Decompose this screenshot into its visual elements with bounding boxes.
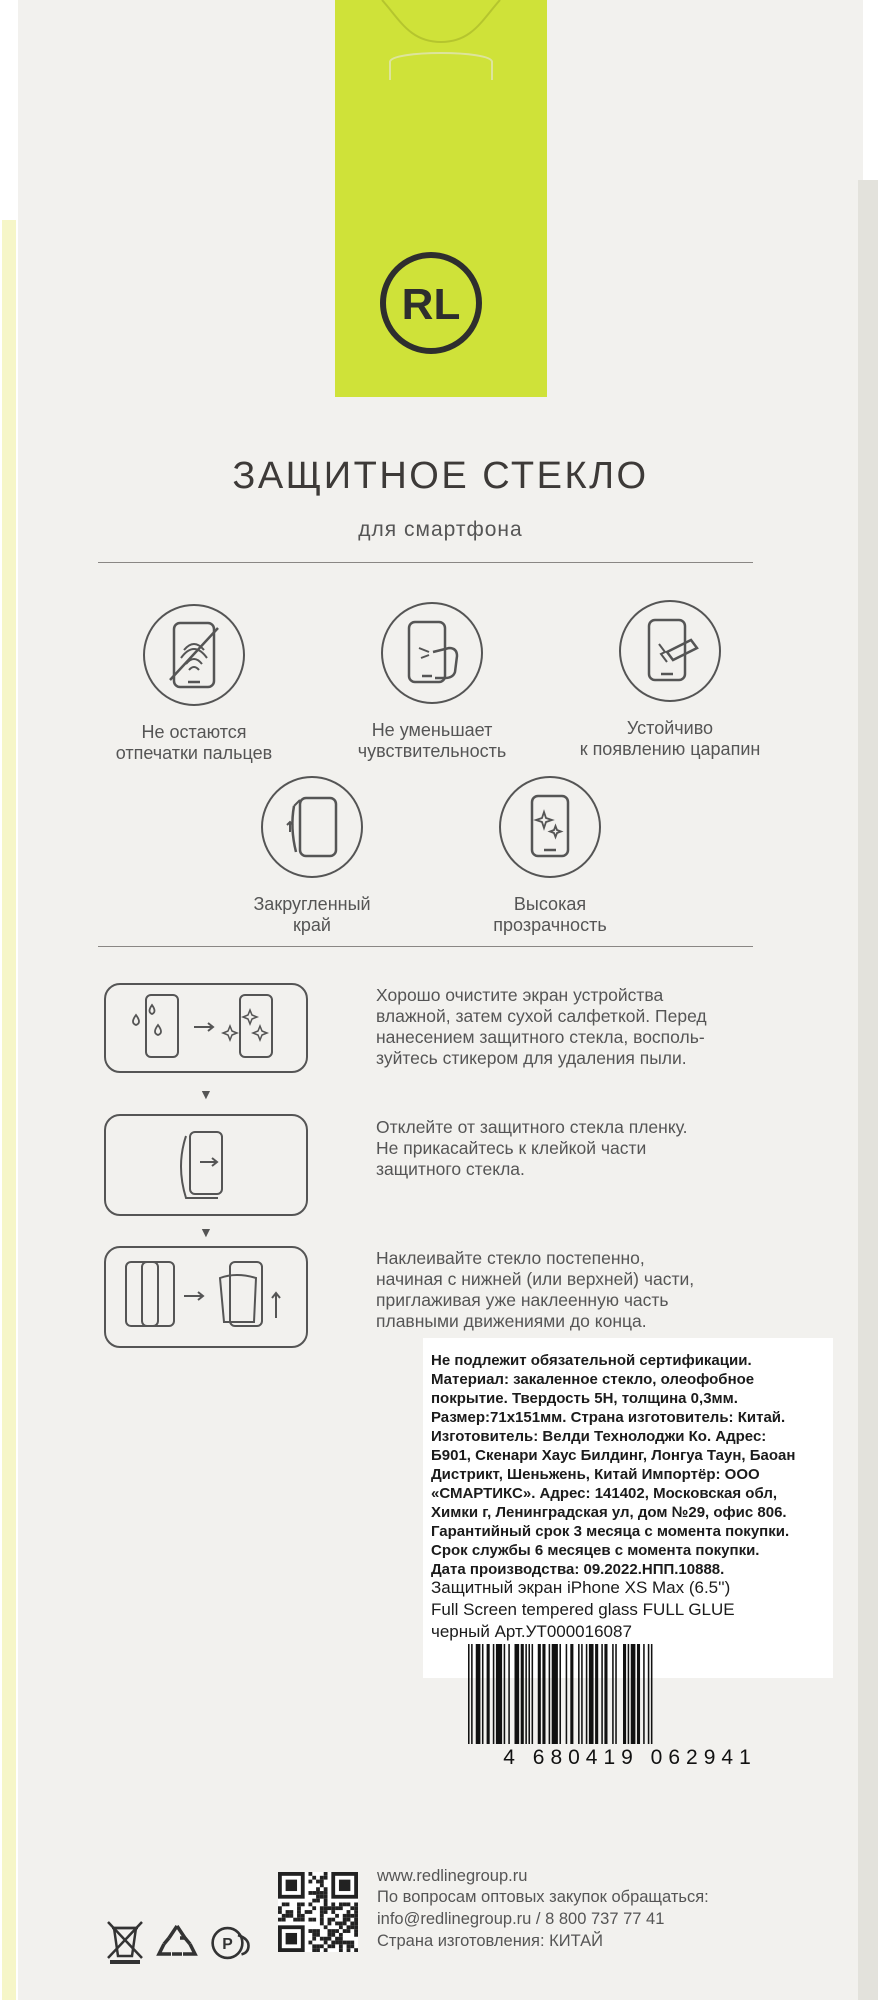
barcode-bar [504, 1644, 506, 1744]
qr-module [343, 1902, 347, 1906]
qr-module [320, 1895, 324, 1899]
qr-module [316, 1887, 320, 1891]
feature-label-line1: Закругленный [253, 894, 371, 914]
qr-module [350, 1914, 354, 1918]
barcode-bar [648, 1644, 650, 1744]
step-1-text [376, 985, 707, 1069]
feature-label-line1: Устойчиво [626, 718, 714, 738]
qr-module [308, 1872, 312, 1876]
qr-module [316, 1948, 320, 1952]
step-3-diagram [104, 1246, 308, 1348]
qr-module [354, 1925, 358, 1929]
qr-module [343, 1918, 347, 1922]
product-name-line: черный Арт.УТ000016087 [431, 1622, 632, 1641]
country-of-origin: Страна изготовления: КИТАЙ [377, 1932, 603, 1950]
sticker-line: Б901, Скенари Хаус Билдинг, Лонгуа Таун, Баоан [431, 1447, 796, 1464]
barcode-bar [538, 1644, 541, 1744]
barcode-bar [471, 1644, 473, 1744]
feature-transparency [430, 776, 670, 936]
qr-module [312, 1944, 316, 1948]
qr-module [335, 1941, 339, 1945]
page-subtitle: для смартфона [358, 518, 523, 541]
barcode-bar [493, 1644, 495, 1744]
qr-module [331, 1929, 335, 1933]
sticker-line: Размер:71х151мм. Страна изготовитель: Китай. [431, 1409, 786, 1426]
qr-module [339, 1880, 350, 1891]
barcode-bar [589, 1644, 594, 1744]
divider [98, 946, 753, 947]
qr-module [308, 1880, 312, 1884]
qr-module [286, 1902, 290, 1906]
qr-module [293, 1918, 297, 1922]
barcode-bar [566, 1644, 568, 1744]
sticker-line: Изготовитель: Велди Технолоджи Ко. Адрес: [431, 1428, 767, 1445]
feature-label-line2: прозрачность [493, 915, 607, 935]
sticker-line: Срок службы 6 месяцев с момента покупки. [431, 1542, 760, 1559]
qr-module [320, 1910, 324, 1914]
qr-module [331, 1944, 335, 1948]
barcode-bar [552, 1644, 558, 1744]
qr-module [312, 1876, 316, 1880]
sticker-line: Химки г, Ленинградская ул, дом №29, офис 806. [431, 1504, 787, 1521]
barcode-bar [604, 1644, 607, 1744]
qr-module [297, 1914, 301, 1918]
feature-curved-edge [192, 776, 432, 936]
qr-module [339, 1906, 343, 1910]
qr-module [297, 1902, 301, 1906]
qr-module [335, 1906, 339, 1910]
qr-module [331, 1918, 335, 1922]
qr-module [301, 1914, 305, 1918]
step-line: влажной, затем сухой салфеткой. Перед [376, 1006, 707, 1026]
qr-module [328, 1929, 332, 1933]
qr-module [347, 1902, 351, 1906]
barcode-bar [595, 1644, 598, 1744]
divider [98, 562, 753, 563]
qr-module [316, 1944, 320, 1948]
qr-module [316, 1899, 320, 1903]
qr-module [335, 1929, 339, 1933]
barcode-bar [525, 1644, 527, 1744]
curved-edge-icon [261, 776, 363, 878]
qr-module [324, 1906, 328, 1910]
qr-module [324, 1899, 328, 1903]
box-right-edge [858, 180, 878, 2000]
qr-module [331, 1902, 335, 1906]
barcode-bar [487, 1644, 490, 1744]
qr-module [328, 1944, 332, 1948]
qr-module [339, 1944, 343, 1948]
step-3-text [376, 1248, 694, 1332]
qr-module [335, 1922, 339, 1926]
qr-module [339, 1925, 343, 1929]
wholesale-note: По вопросам оптовых закупок обращаться: [377, 1888, 709, 1906]
qr-module [335, 1914, 339, 1918]
qr-module [331, 1941, 335, 1945]
step-2-diagram [104, 1114, 308, 1216]
touch-icon [381, 602, 483, 704]
qr-module [331, 1906, 335, 1910]
qr-module [312, 1906, 316, 1910]
qr-module [347, 1944, 351, 1948]
qr-module [312, 1937, 316, 1941]
qr-module [350, 1906, 354, 1910]
qr-module [301, 1918, 305, 1922]
qr-module [347, 1914, 351, 1918]
qr-module [339, 1937, 343, 1941]
qr-module [320, 1891, 324, 1895]
qr-module [354, 1914, 358, 1918]
qr-module [339, 1941, 343, 1945]
qr-module [289, 1914, 293, 1918]
qr-module [343, 1914, 347, 1918]
qr-module [282, 1902, 286, 1906]
qr-module [350, 1925, 354, 1929]
barcode [468, 1644, 818, 1744]
pct-mark-icon [210, 1920, 252, 1966]
qr-module [328, 1918, 332, 1922]
qr-module [320, 1876, 324, 1880]
feature-label-line2: к появлению царапин [579, 739, 761, 759]
feature-label-line1: Высокая [513, 894, 587, 914]
qr-module [282, 1914, 286, 1918]
qr-module [308, 1910, 312, 1914]
svg-text:Р: Р [222, 1936, 233, 1954]
step-line: начиная с нижней (или верхней) части, [376, 1269, 695, 1289]
qr-module [316, 1891, 320, 1895]
qr-module [324, 1902, 328, 1906]
qr-module [350, 1922, 354, 1926]
barcode-bar [586, 1644, 588, 1744]
page-title: ЗАЩИТНОЕ СТЕКЛО [232, 455, 649, 497]
feature-label-line2: отпечатки пальцев [115, 743, 273, 763]
qr-module [328, 1937, 332, 1941]
barcode-bar [578, 1644, 580, 1744]
qr-module [308, 1918, 312, 1922]
qr-module [308, 1929, 312, 1933]
qr-module [324, 1937, 328, 1941]
barcode-bar [651, 1644, 653, 1744]
feature-fingerprint [74, 604, 314, 764]
step-line: Не прикасайтесь к клейкой части [376, 1138, 647, 1158]
logo-text: RL [401, 280, 461, 329]
qr-module [354, 1906, 358, 1910]
barcode-bar [542, 1644, 545, 1744]
qr-module [297, 1918, 301, 1922]
contacts: info@redlinegroup.ru / 8 800 737 77 41 [377, 1910, 665, 1928]
qr-module [354, 1918, 358, 1922]
feature-scratch [550, 600, 790, 760]
qr-module [324, 1941, 328, 1945]
qr-module [320, 1922, 324, 1926]
barcode-bar [559, 1644, 561, 1744]
qr-module [347, 1941, 351, 1945]
qr-module [312, 1899, 316, 1903]
barcode-bar [623, 1644, 626, 1744]
qr-module [320, 1944, 324, 1948]
barcode-bar [482, 1644, 484, 1744]
qr-module [320, 1906, 324, 1910]
barcode-bar [628, 1644, 630, 1744]
step-line: защитного стекла. [376, 1159, 525, 1179]
barcode-bar [468, 1644, 470, 1744]
qr-module [282, 1918, 286, 1922]
barcode-bar [521, 1644, 524, 1744]
qr-module [328, 1933, 332, 1937]
step-line: Хорошо очистите экран устройства [376, 985, 664, 1005]
barcode-bar [549, 1644, 551, 1744]
qr-module [320, 1880, 324, 1884]
qr-module [297, 1910, 301, 1914]
qr-module [316, 1933, 320, 1937]
product-name-line: Защитный экран iPhone XS Max (6.5'') [431, 1578, 731, 1597]
qr-module [354, 1902, 358, 1906]
qr-module [316, 1880, 320, 1884]
qr-module [328, 1922, 332, 1926]
barcode-bar [508, 1644, 510, 1744]
qr-module [320, 1883, 324, 1887]
qr-module [305, 1910, 309, 1914]
qr-module [308, 1891, 312, 1895]
qr-module [278, 1906, 282, 1910]
qr-module [350, 1941, 354, 1945]
qr-module [312, 1929, 316, 1933]
qr-module [324, 1895, 328, 1899]
weee-bin-icon [104, 1918, 146, 1964]
qr-module [316, 1895, 320, 1899]
qr-module [320, 1918, 324, 1922]
qr-module [324, 1948, 328, 1952]
qr-module [339, 1922, 343, 1926]
transparency-icon [499, 776, 601, 878]
barcode-bar [615, 1644, 617, 1744]
sticker-line: Гарантийный срок 3 месяца с момента покупки. [431, 1523, 790, 1540]
fingerprint-icon [143, 604, 245, 706]
qr-module [354, 1948, 358, 1952]
step-arrow-icon: ▼ [199, 1224, 213, 1240]
qr-module [324, 1887, 328, 1891]
step-line: Наклеивайте стекло постепенно, [376, 1248, 645, 1268]
qr-module [354, 1929, 358, 1933]
qr-module [339, 1948, 343, 1952]
feature-touch [312, 602, 552, 762]
qr-module [301, 1902, 305, 1906]
barcode-bar [612, 1644, 614, 1744]
step-line: зуйтесь стикером для удаления пыли. [376, 1048, 687, 1068]
barcode-bar [496, 1644, 502, 1744]
qr-module [324, 1925, 328, 1929]
barcode-bar [515, 1644, 520, 1744]
sticker-line: «СМАРТИКС». Адрес: 141402, Московская обл, [431, 1485, 778, 1502]
website: www.redlinegroup.ru [377, 1867, 528, 1885]
qr-module [331, 1933, 335, 1937]
qr-module [286, 1933, 297, 1944]
scratch-icon [619, 600, 721, 702]
qr-module [316, 1929, 320, 1933]
step-line: Отклейте от защитного стекла пленку. [376, 1117, 688, 1137]
barcode-number: 4 680419 062941 [503, 1746, 757, 1769]
qr-module [350, 1944, 354, 1948]
qr-module [320, 1914, 324, 1918]
qr-module [347, 1929, 351, 1933]
qr-module [324, 1910, 328, 1914]
step-2-text [376, 1117, 688, 1180]
qr-module [347, 1925, 351, 1929]
qr-module [324, 1872, 328, 1876]
qr-module [339, 1902, 343, 1906]
qr-module [312, 1933, 316, 1937]
qr-module [320, 1937, 324, 1941]
barcode-bar [570, 1644, 573, 1744]
recycle-icon [156, 1920, 198, 1966]
product-name-line: Full Screen tempered glass FULL GLUE [431, 1600, 735, 1619]
step-line: приглаживая уже наклеенную часть [376, 1290, 669, 1310]
qr-module [312, 1948, 316, 1952]
qr-module [286, 1910, 290, 1914]
qr-module [297, 1906, 301, 1910]
qr-module [312, 1891, 316, 1895]
qr-module [286, 1914, 290, 1918]
qr-module [331, 1910, 335, 1914]
feature-label-line2: край [293, 915, 331, 935]
qr-module [339, 1933, 343, 1937]
sticker-line: Дата производства: 09.2022.НПП.10888. [431, 1561, 725, 1578]
qr-module [312, 1918, 316, 1922]
sticker-line: покрытие. Твердость 5H, толщина 0,3мм. [431, 1390, 738, 1407]
barcode-bar [643, 1644, 645, 1744]
qr-module [328, 1906, 332, 1910]
qr-module [278, 1918, 282, 1922]
qr-module [343, 1941, 347, 1945]
qr-module [347, 1948, 351, 1952]
step-arrow-icon: ▼ [199, 1086, 213, 1102]
qr-module [324, 1891, 328, 1895]
step-line: плавными движениями до конца. [376, 1311, 647, 1331]
qr-module [324, 1876, 328, 1880]
qr-module [289, 1910, 293, 1914]
step-line: нанесением защитного стекла, восполь- [376, 1027, 705, 1047]
feature-label-line1: Не уменьшает [371, 720, 493, 740]
qr-module [286, 1880, 297, 1891]
barcode-bar [631, 1644, 636, 1744]
barcode-bar [601, 1644, 603, 1744]
barcode-bar [637, 1644, 640, 1744]
qr-code-icon [278, 1872, 358, 1952]
qr-module [335, 1937, 339, 1941]
qr-module [343, 1929, 347, 1933]
qr-module [308, 1902, 312, 1906]
barcode-bar [476, 1644, 481, 1744]
qr-module [278, 1910, 282, 1914]
sticker-line: Материал: закаленное стекло, олеофобное [431, 1371, 755, 1388]
qr-module [308, 1941, 312, 1945]
feature-label-line1: Не остаются [141, 722, 247, 742]
qr-module [343, 1922, 347, 1926]
sticker-line: Не подлежит обязательной сертификации. [431, 1352, 752, 1369]
brand-logo [375, 247, 487, 359]
hang-hole [380, 0, 502, 80]
qr-module [347, 1918, 351, 1922]
qr-module [354, 1933, 358, 1937]
barcode-bar [528, 1644, 530, 1744]
feature-label-line2: чувствительность [357, 741, 507, 761]
qr-module [354, 1922, 358, 1926]
barcode-bar [581, 1644, 583, 1744]
step-1-diagram [104, 983, 308, 1073]
qr-module [354, 1910, 358, 1914]
qr-module [347, 1910, 351, 1914]
sticker-line: Дистрикт, Шеньжень, Китай Импортёр: ООО [431, 1466, 760, 1483]
barcode-bar [532, 1644, 534, 1744]
